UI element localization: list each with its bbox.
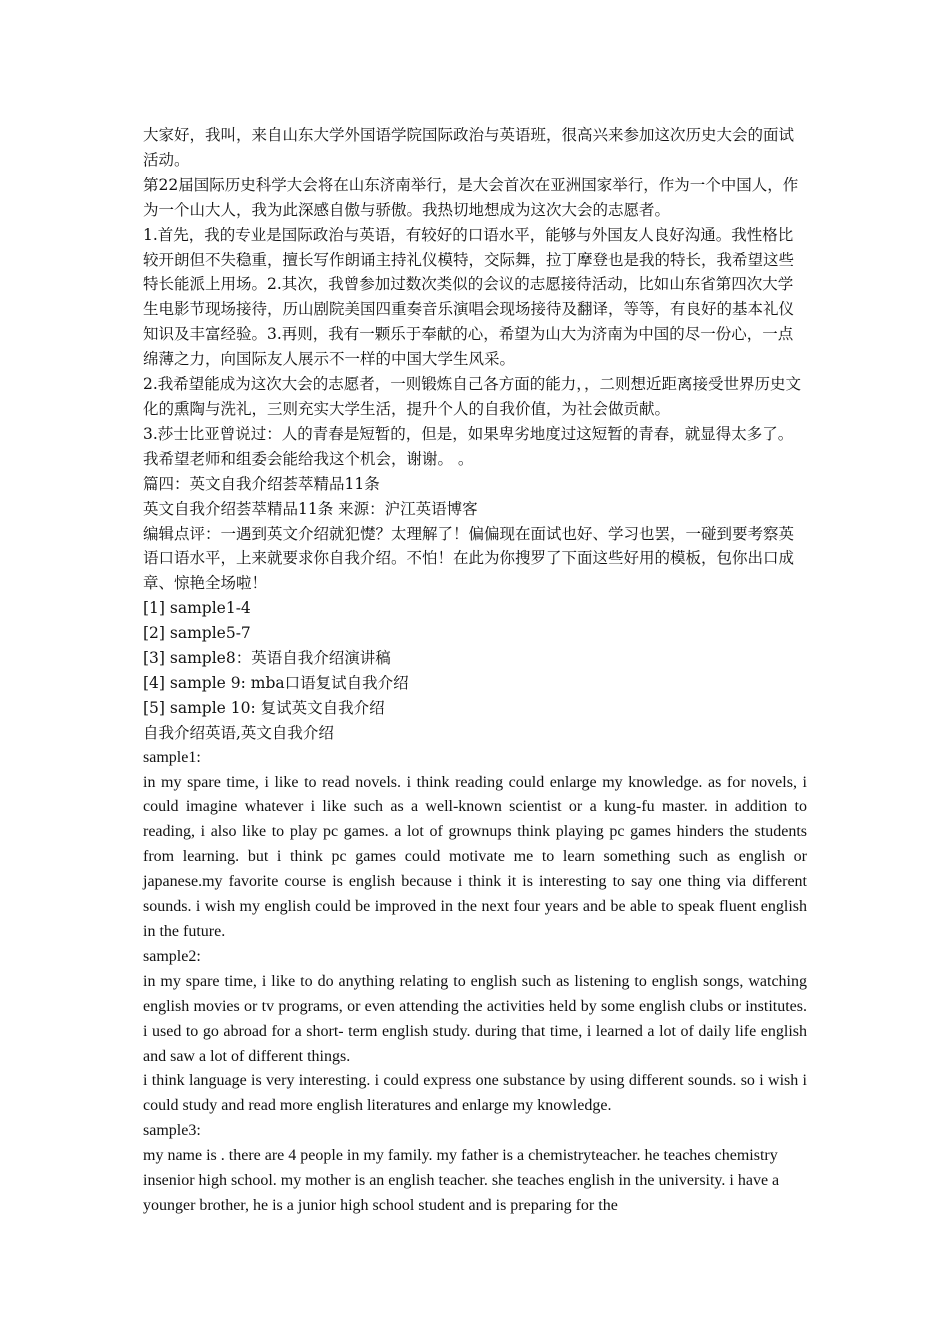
document-body	[143, 123, 807, 1219]
sample2-text-1: in my spare time, i like to do anything relating to english such as listening to english songs, watching english movies or tv programs, or even attending the activities held by some english clubs or institutes. i used to go abroad for a short- term english study. during that time, i learned a lot of daily life english and saw a lot of different things.	[143, 972, 807, 1065]
sample3-label: sample3:	[143, 1122, 201, 1140]
paragraph-shakespeare: 3.莎士比亚曾说过：人的青春是短暂的，但是，如果卑劣地度过这短暂的青春，就显得太多了。我希望老师和组委会能给我这个机会，谢谢。 。	[143, 424, 794, 468]
editor-comment: 编辑点评：一遇到英文介绍就犯憷？太理解了！偏偏现在面试也好、学习也罢，一碰到要考察英语口语水平，上来就要求你自我介绍。不怕！在此为你搜罗了下面这些好用的模板，包你出口成章、惊艳全场啦！	[143, 524, 795, 593]
paragraph-intro: 大家好，我叫，来自山东大学外国语学院国际政治与英语班，很高兴来参加这次历史大会的面试活动。	[143, 126, 795, 169]
sample1-label: sample1:	[143, 748, 201, 766]
subtitle-line: 自我介绍英语,英文自我介绍	[143, 723, 334, 742]
toc-item-1: [1] sample1-4	[143, 599, 251, 618]
toc-item-2: [2] sample5-7	[143, 624, 251, 643]
sample2-label: sample2:	[143, 947, 201, 965]
toc-item-5: [5] sample 10: 复试英文自我介绍	[143, 698, 385, 717]
article-title: 英文自我介绍荟萃精品11条 来源：沪江英语博客	[143, 499, 478, 518]
sample1-text: in my spare time, i like to read novels. i think reading could enlarge my knowledge. as for novels, i could imagine whatever i like such as a well-known scientist or a kung-fu master. in addition to reading, i also like to play pc games. a lot of grownups think playing pc games hinders the students from learning. but i think pc games could motivate me to learn something such as english or japanese.my favorite course is english because i think it is interesting to say one thing via different sounds. i wish my english could be improved in the next four years and be able to speak fluent english in the future.	[143, 773, 807, 940]
toc-item-3: [3] sample8：英语自我介绍演讲稿	[143, 649, 391, 668]
sample2-text-2: i think language is very interesting. i could express one substance by using different sounds. so i wish i could study and read more english literatures and enlarge my knowledge.	[143, 1072, 807, 1115]
section-heading: 篇四：英文自我介绍荟萃精品11条	[143, 474, 380, 493]
paragraph-hopes: 2.我希望能成为这次大会的志愿者，一则锻炼自己各方面的能力，，二则想近距离接受世界历史文化的熏陶与洗礼，三则充实大学生活，提升个人的自我价值，为社会做贡献。	[143, 375, 802, 418]
toc-item-4: [4] sample 9: mba口语复试自我介绍	[143, 673, 409, 692]
sample3-text: my name is . there are 4 people in my family. my father is a chemistryteacher. he teaches chemistry insenior high school. my mother is an english teacher. she teaches english in the university. i have a younger brother, he is a junior high school student and is preparing for the	[143, 1147, 780, 1214]
paragraph-congress: 第22届国际历史科学大会将在山东济南举行，是大会首次在亚洲国家举行，作为一个中国人，作为一个山大人，我为此深感自傲与骄傲。我热切地想成为这次大会的志愿者。	[143, 175, 799, 219]
paragraph-reasons: 1.首先，我的专业是国际政治与英语，有较好的口语水平，能够与外国友人良好沟通。我性格比较开朗但不失稳重，擅长写作朗诵主持礼仪模特，交际舞，拉丁摩登也是我的特长，我希望这些特长能派上用场。2.其次，我曾参加过数次类似的会议的志愿接待活动，比如山东省第四次大学生电影节现场接待，历山剧院美国四重奏音乐演唱会现场接待及翻译，等等，有良好的基本礼仪知识及丰富经验。3.再则，我有一颗乐于奉献的心，希望为山大为济南为中国的尽一份心，一点绵薄之力，向国际友人展示不一样的中国大学生风采。	[143, 225, 795, 369]
